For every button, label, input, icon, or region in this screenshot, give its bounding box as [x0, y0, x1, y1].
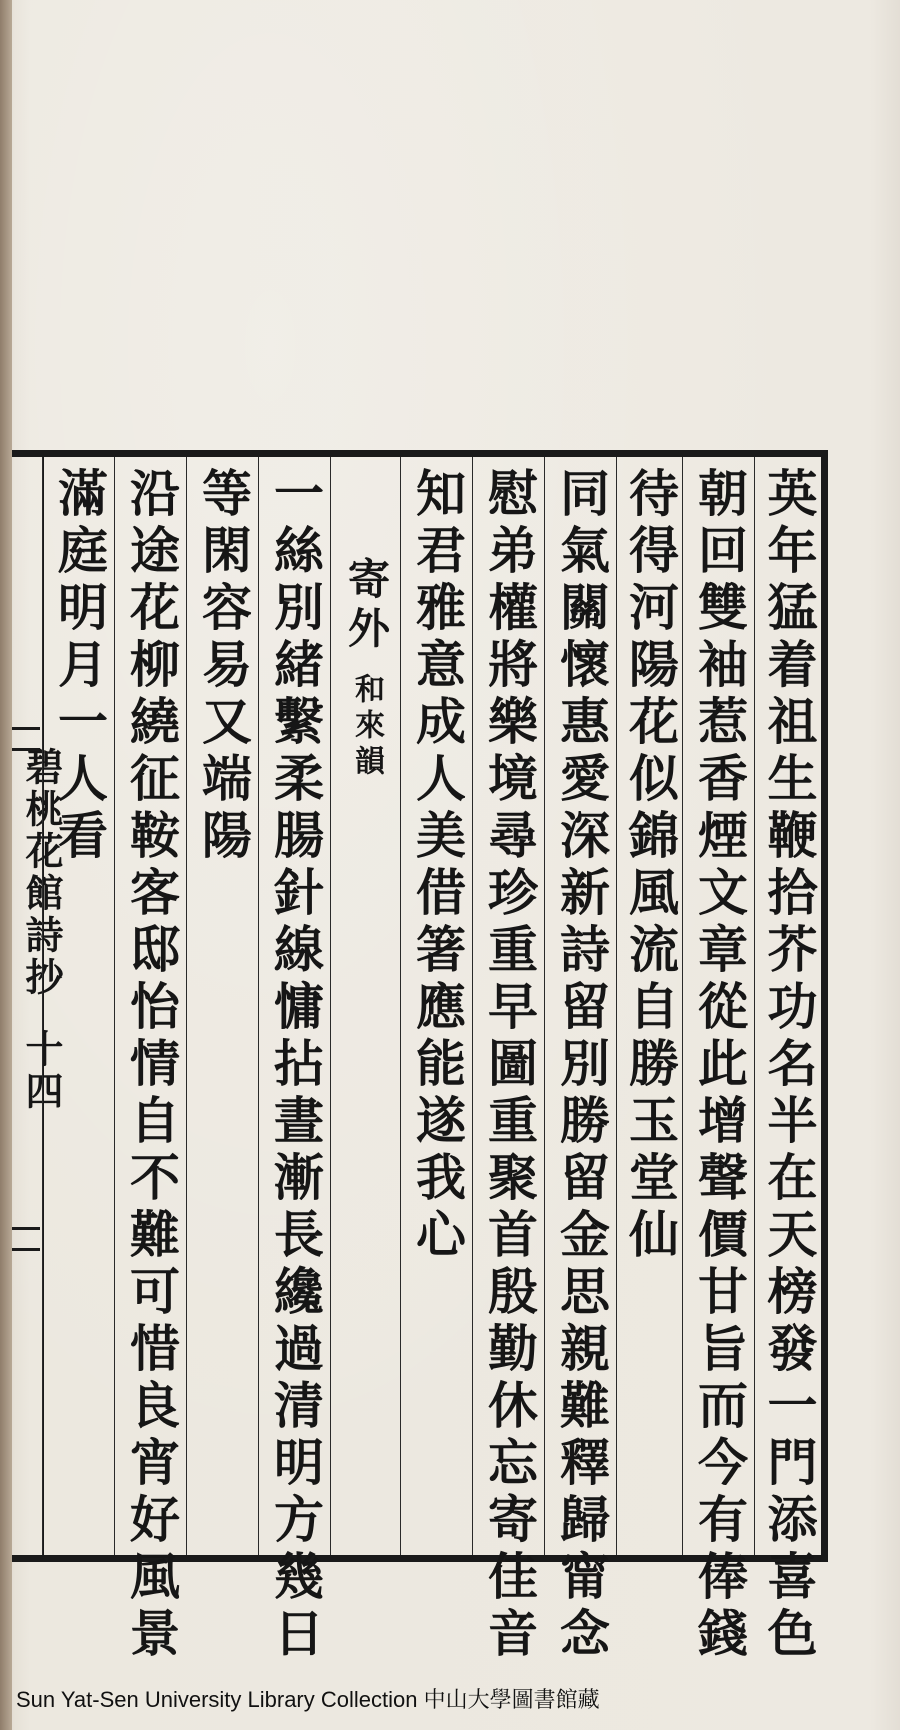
column-text: 等閑容易又端陽 — [194, 467, 253, 866]
column-text: 慰弟權將樂境尋珍重早圖重聚首殷勤休忘寄佳音 — [480, 467, 539, 1664]
text-frame — [12, 450, 828, 1664]
column-text: 英年猛着祖生鞭拾芥功名半在天榜發一門添喜色 — [759, 467, 819, 1664]
column-text: 待得河陽花似錦風流自勝玉堂仙 — [621, 467, 680, 1265]
page-number: 十四 — [19, 1029, 64, 1113]
poem-column-3 — [616, 457, 683, 1555]
poem-column-1 — [754, 457, 822, 1664]
gutter-title: 碧桃花館詩抄 — [19, 747, 64, 999]
fold-gutter — [12, 457, 64, 1555]
poem-column-10 — [114, 457, 187, 1664]
poem-column-9 — [186, 457, 259, 1555]
column-text: 同氣關懷惠愛深新詩留別勝留金思親難釋歸甯念 — [552, 467, 611, 1664]
poem-column-4 — [544, 457, 617, 1664]
poem-column-2 — [682, 457, 755, 1664]
poem-subtitle: 和來韻 — [349, 673, 384, 781]
poem-title-column — [330, 457, 401, 1555]
poem-column-5 — [472, 457, 545, 1664]
poem-column-11 — [42, 457, 115, 1555]
column-text: 朝回雙袖惹香煙文章從此增聲價甘旨而今有俸錢 — [690, 467, 749, 1664]
book-spine — [0, 0, 12, 1730]
poem-column-6 — [400, 457, 473, 1555]
poem-column-8 — [258, 457, 331, 1664]
collection-credit: Sun Yat-Sen University Library Collection 中山大學圖書館藏 — [16, 1687, 600, 1712]
column-text: 沿途花柳繞征鞍客邸怡情自不難可惜良宵好風景 — [122, 467, 181, 1664]
column-text: 知君雅意成人美借箸應能遂我心 — [408, 467, 467, 1265]
poem-title-text: 寄外 — [342, 557, 391, 655]
fishtail-mark-bottom — [12, 1227, 40, 1251]
poem-title — [342, 557, 391, 781]
column-text: 一絲別緒繫柔腸針線慵拈晝漸長纔過清明方幾日 — [266, 467, 325, 1664]
column-text: 滿庭明月一人看 — [50, 467, 109, 866]
